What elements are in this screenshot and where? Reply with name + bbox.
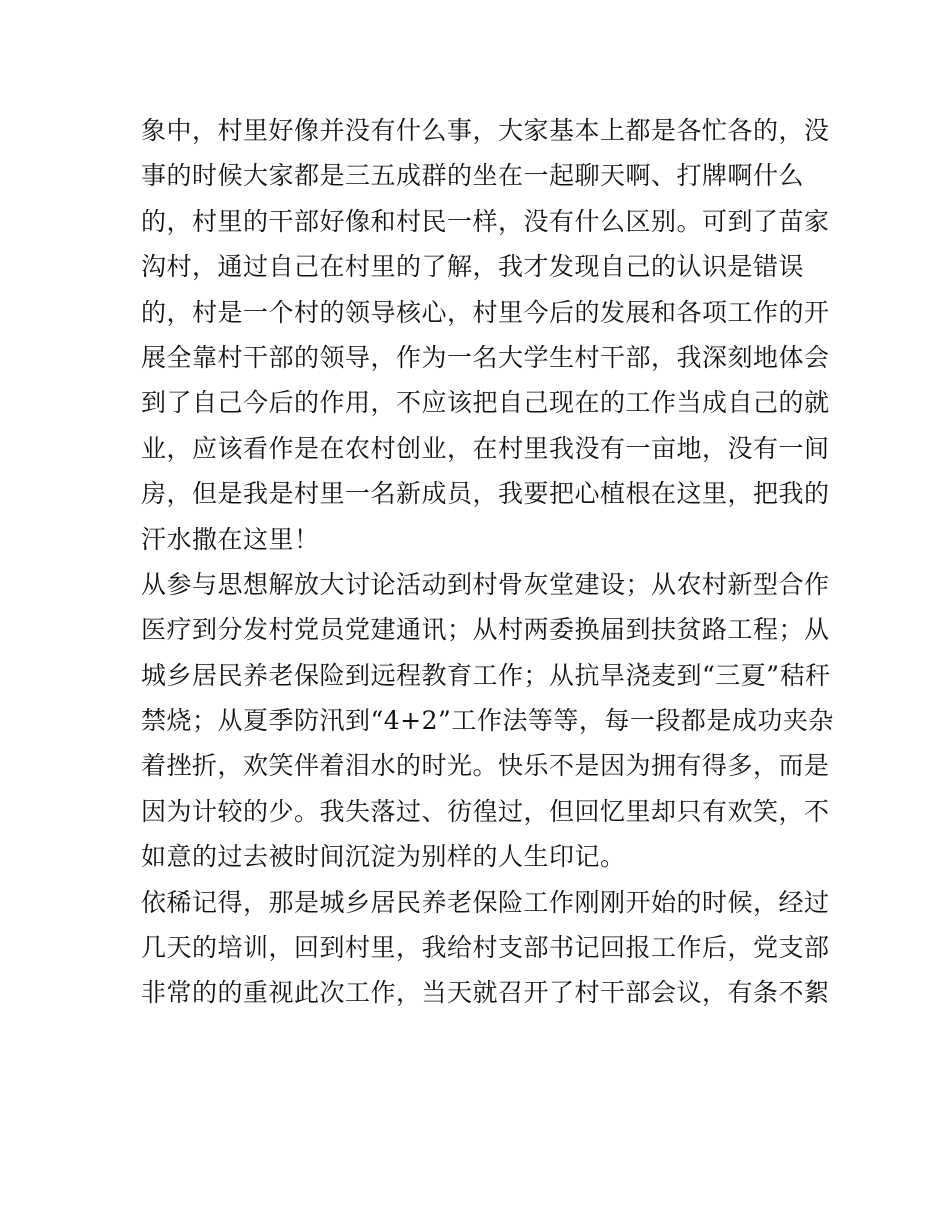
text-line: 到了自己今后的作用，不应该把自己现在的工作当成自己的就 [141,388,830,418]
text-line: 汗水撒在这里！ [141,524,320,554]
text-line: 几天的培训，回到村里，我给村支部书记回报工作后，党支部 [141,933,830,963]
text-line: 城乡居民养老保险到远程教育工作；从抗旱浇麦到“三夏”秸秆 [141,660,831,690]
text-line: 非常的的重视此次工作，当天就召开了村干部会议，有条不絮 [141,978,830,1008]
text-line: 事的时候大家都是三五成群的坐在一起聊天啊、打牌啊什么 [141,161,805,191]
text-line: 象中，村里好像并没有什么事，大家基本上都是各忙各的，没 [141,116,830,145]
text-line: 的，村是一个村的领导核心，村里今后的发展和各项工作的开 [141,297,830,327]
body-text [141,108,834,1016]
text-line: 业，应该看作是在农村创业，在村里我没有一亩地，没有一间 [141,433,830,463]
text-line: 房，但是我是村里一名新成员，我要把心植根在这里，把我的 [141,479,830,509]
text-line: 沟村，通过自己在村里的了解，我才发现自己的认识是错误 [141,252,805,282]
text-line: 展全靠村干部的领导，作为一名大学生村干部，我深刻地体会 [141,342,830,372]
text-line: 医疗到分发村党员党建通讯；从村两委换届到扶贫路工程；从 [141,615,830,645]
text-line: 如意的过去被时间沉淀为别样的人生印记。 [141,842,626,872]
text-line: 因为计较的少。我失落过、彷徨过，但回忆里却只有欢笑，不 [141,796,830,826]
text-line: 从参与思想解放大讨论活动到村骨灰堂建设；从农村新型合作 [141,569,830,599]
text-line: 着挫折，欢笑伴着泪水的时光。快乐不是因为拥有得多，而是 [141,751,830,781]
text-line: 依稀记得，那是城乡居民养老保险工作刚刚开始的时候，经过 [141,887,830,917]
text-line: 的，村里的干部好像和村民一样，没有什么区别。可到了苗家 [141,206,830,236]
text-line: 禁烧；从夏季防汛到“4+2”工作法等等，每一段都是成功夹杂 [141,706,834,736]
